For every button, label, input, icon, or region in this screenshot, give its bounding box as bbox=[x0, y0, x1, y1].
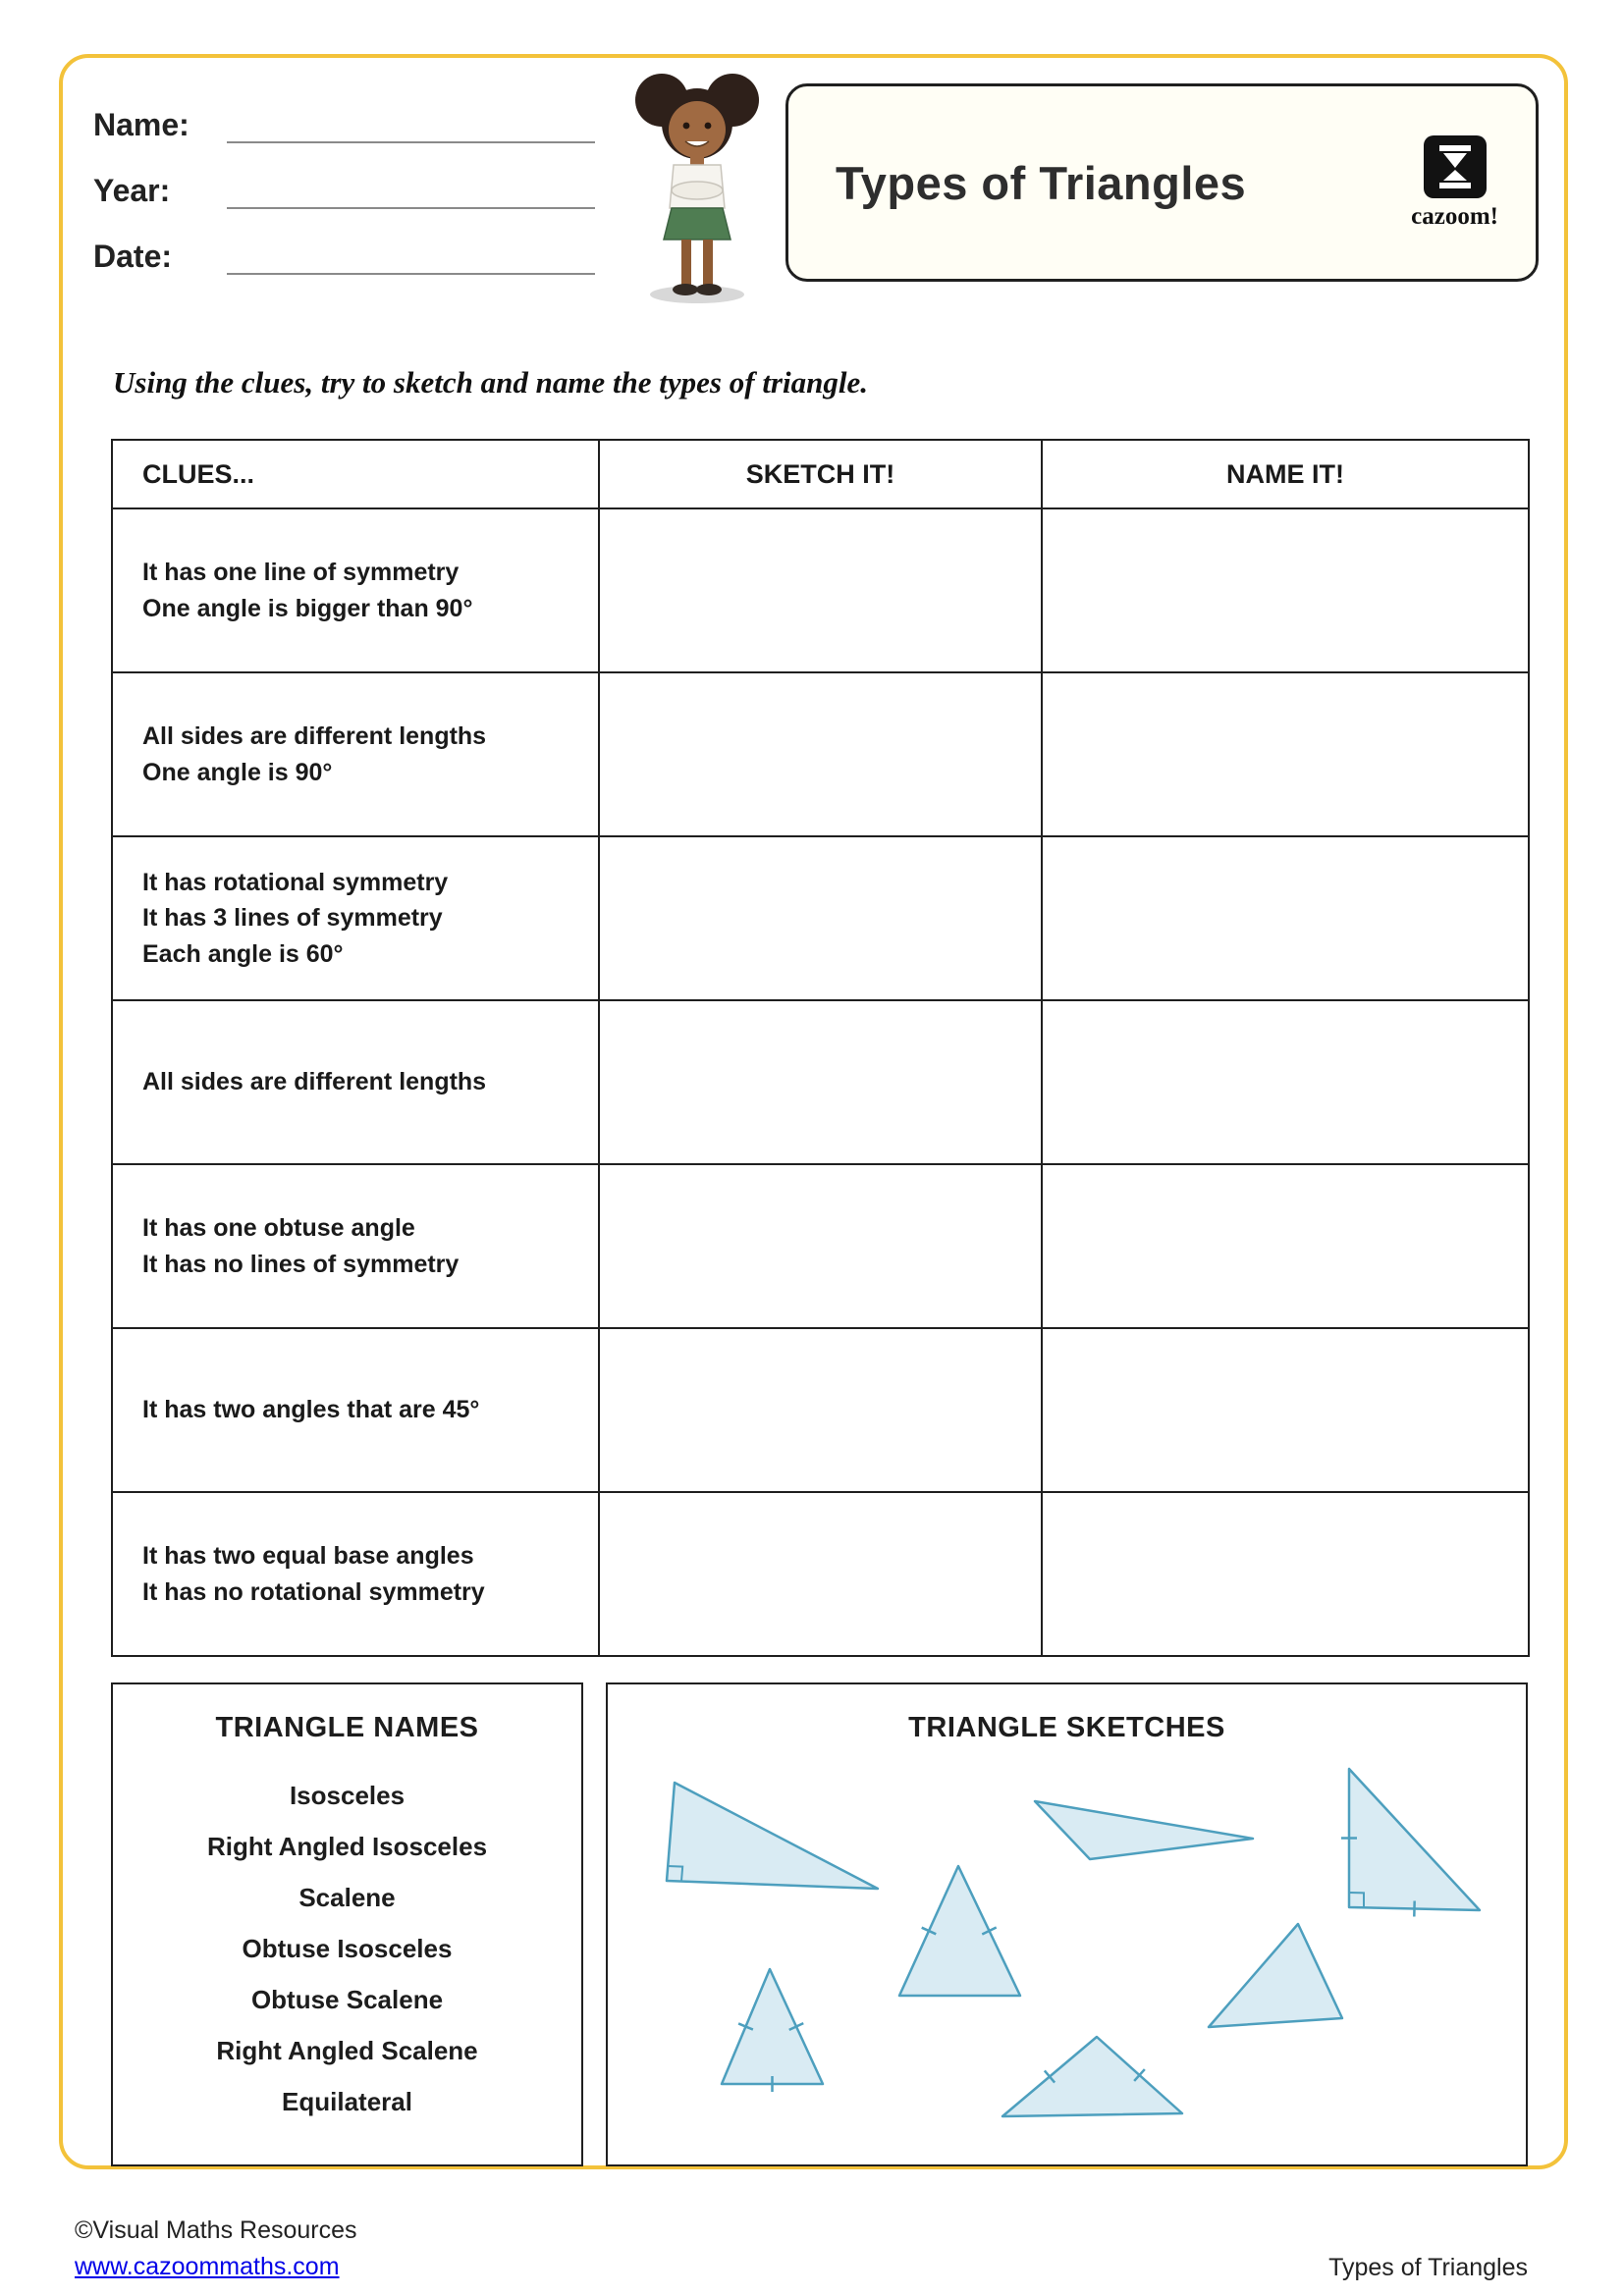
clue-row bbox=[112, 672, 1529, 836]
clue-line: It has two angles that are 45° bbox=[142, 1396, 480, 1424]
cazoom-logo-text: cazoom! bbox=[1411, 202, 1498, 230]
student-character-illustration bbox=[607, 61, 793, 306]
clue-line: It has 3 lines of symmetry bbox=[142, 904, 443, 933]
student-info-fields bbox=[93, 98, 595, 295]
name-answer-cell bbox=[1042, 672, 1529, 836]
year-field-row bbox=[93, 164, 595, 209]
title-box bbox=[785, 83, 1539, 282]
table-header-row bbox=[112, 440, 1529, 508]
clue-cell bbox=[112, 1000, 599, 1164]
sketch-answer-cell bbox=[599, 1328, 1042, 1492]
date-label: Date: bbox=[93, 239, 173, 274]
clue-row bbox=[112, 1328, 1529, 1492]
clue-cell bbox=[112, 508, 599, 672]
sketch-answer-cell bbox=[599, 836, 1042, 1000]
triangle-name-item: Obtuse Scalene bbox=[250, 1985, 444, 2014]
clue-line: It has two equal base angles bbox=[142, 1542, 474, 1571]
name-label: Name: bbox=[93, 107, 189, 142]
name-field-row bbox=[93, 98, 595, 143]
year-label: Year: bbox=[93, 173, 171, 208]
clue-line: Each angle is 60° bbox=[142, 939, 344, 968]
triangle-name-item: Right Angled Isosceles bbox=[206, 1832, 488, 1861]
triangle-name-item: Obtuse Isosceles bbox=[242, 1934, 453, 1963]
column-header-name: NAME IT! bbox=[1042, 440, 1529, 508]
triangle-sketch-obtuse-isosceles bbox=[1002, 2037, 1182, 2116]
triangle-name-item: Equilateral bbox=[282, 2087, 412, 2116]
date-field-row bbox=[93, 230, 595, 275]
triangle-sketch-isosceles bbox=[899, 1866, 1020, 1996]
clue-row bbox=[112, 1164, 1529, 1328]
triangle-name-item: Right Angled Scalene bbox=[216, 2036, 478, 2065]
clue-line: All sides are different lengths bbox=[142, 722, 487, 751]
triangle-names-list bbox=[113, 1770, 581, 2127]
sketch-answer-cell bbox=[599, 672, 1042, 836]
clue-line: It has no lines of symmetry bbox=[142, 1250, 460, 1278]
name-answer-cell bbox=[1042, 1164, 1529, 1328]
triangle-name-item: Scalene bbox=[298, 1883, 396, 1912]
clue-line: All sides are different lengths bbox=[142, 1068, 487, 1096]
sketch-answer-cell bbox=[599, 1492, 1042, 1656]
name-answer-cell bbox=[1042, 1000, 1529, 1164]
triangle-sketch-equilateral bbox=[722, 1969, 823, 2092]
name-write-line bbox=[227, 106, 595, 143]
clue-cell bbox=[112, 1164, 599, 1328]
instruction-text: Using the clues, try to sketch and name the types of triangle. bbox=[113, 365, 868, 400]
name-answer-cell bbox=[1042, 508, 1529, 672]
cazoom-logo bbox=[1411, 135, 1498, 231]
triangle-names-title: TRIANGLE NAMES bbox=[215, 1712, 479, 1743]
triangle-sketches-canvas bbox=[608, 1745, 1530, 2163]
clue-line: One angle is bigger than 90° bbox=[142, 594, 473, 622]
footer-worksheet-title: Types of Triangles bbox=[1328, 2254, 1528, 2281]
clue-cell bbox=[112, 1328, 599, 1492]
triangle-sketches-title: TRIANGLE SKETCHES bbox=[908, 1712, 1225, 1743]
clues-table-body bbox=[112, 508, 1529, 1656]
clue-row bbox=[112, 1492, 1529, 1656]
triangle-sketches-box bbox=[606, 1682, 1528, 2166]
triangle-sketch-right-angled-scalene bbox=[667, 1783, 878, 1889]
clue-cell bbox=[112, 672, 599, 836]
name-answer-cell bbox=[1042, 1492, 1529, 1656]
name-answer-cell bbox=[1042, 1328, 1529, 1492]
column-header-clues: CLUES... bbox=[112, 440, 599, 508]
clue-line: It has rotational symmetry bbox=[142, 869, 449, 897]
triangle-sketch-right-angled-isosceles bbox=[1341, 1769, 1480, 1916]
year-write-line bbox=[227, 172, 595, 209]
triangle-names-box bbox=[111, 1682, 583, 2166]
sketch-answer-cell bbox=[599, 1164, 1042, 1328]
clue-line: It has no rotational symmetry bbox=[142, 1577, 485, 1606]
cazoom-hourglass-icon bbox=[1424, 135, 1487, 198]
clue-line: It has one obtuse angle bbox=[142, 1214, 415, 1243]
clue-cell bbox=[112, 836, 599, 1000]
triangle-sketch-scalene bbox=[1209, 1924, 1342, 2027]
clue-line: One angle is 90° bbox=[142, 758, 333, 786]
footer-left bbox=[75, 2216, 357, 2281]
copyright-text: ©Visual Maths Resources bbox=[75, 2216, 357, 2244]
sketch-answer-cell bbox=[599, 508, 1042, 672]
cazoommaths-link[interactable]: www.cazoommaths.com bbox=[75, 2253, 340, 2280]
date-write-line bbox=[227, 238, 595, 275]
sketch-answer-cell bbox=[599, 1000, 1042, 1164]
clue-row bbox=[112, 508, 1529, 672]
name-answer-cell bbox=[1042, 836, 1529, 1000]
column-header-sketch: SKETCH IT! bbox=[599, 440, 1042, 508]
triangle-name-item: Isosceles bbox=[289, 1781, 406, 1810]
page-title: Types of Triangles bbox=[836, 156, 1247, 209]
clue-row bbox=[112, 836, 1529, 1000]
triangle-sketch-obtuse-scalene bbox=[1035, 1801, 1253, 1859]
clue-line: It has one line of symmetry bbox=[142, 559, 460, 587]
clues-table bbox=[111, 439, 1530, 1657]
clue-cell bbox=[112, 1492, 599, 1656]
clue-row bbox=[112, 1000, 1529, 1164]
